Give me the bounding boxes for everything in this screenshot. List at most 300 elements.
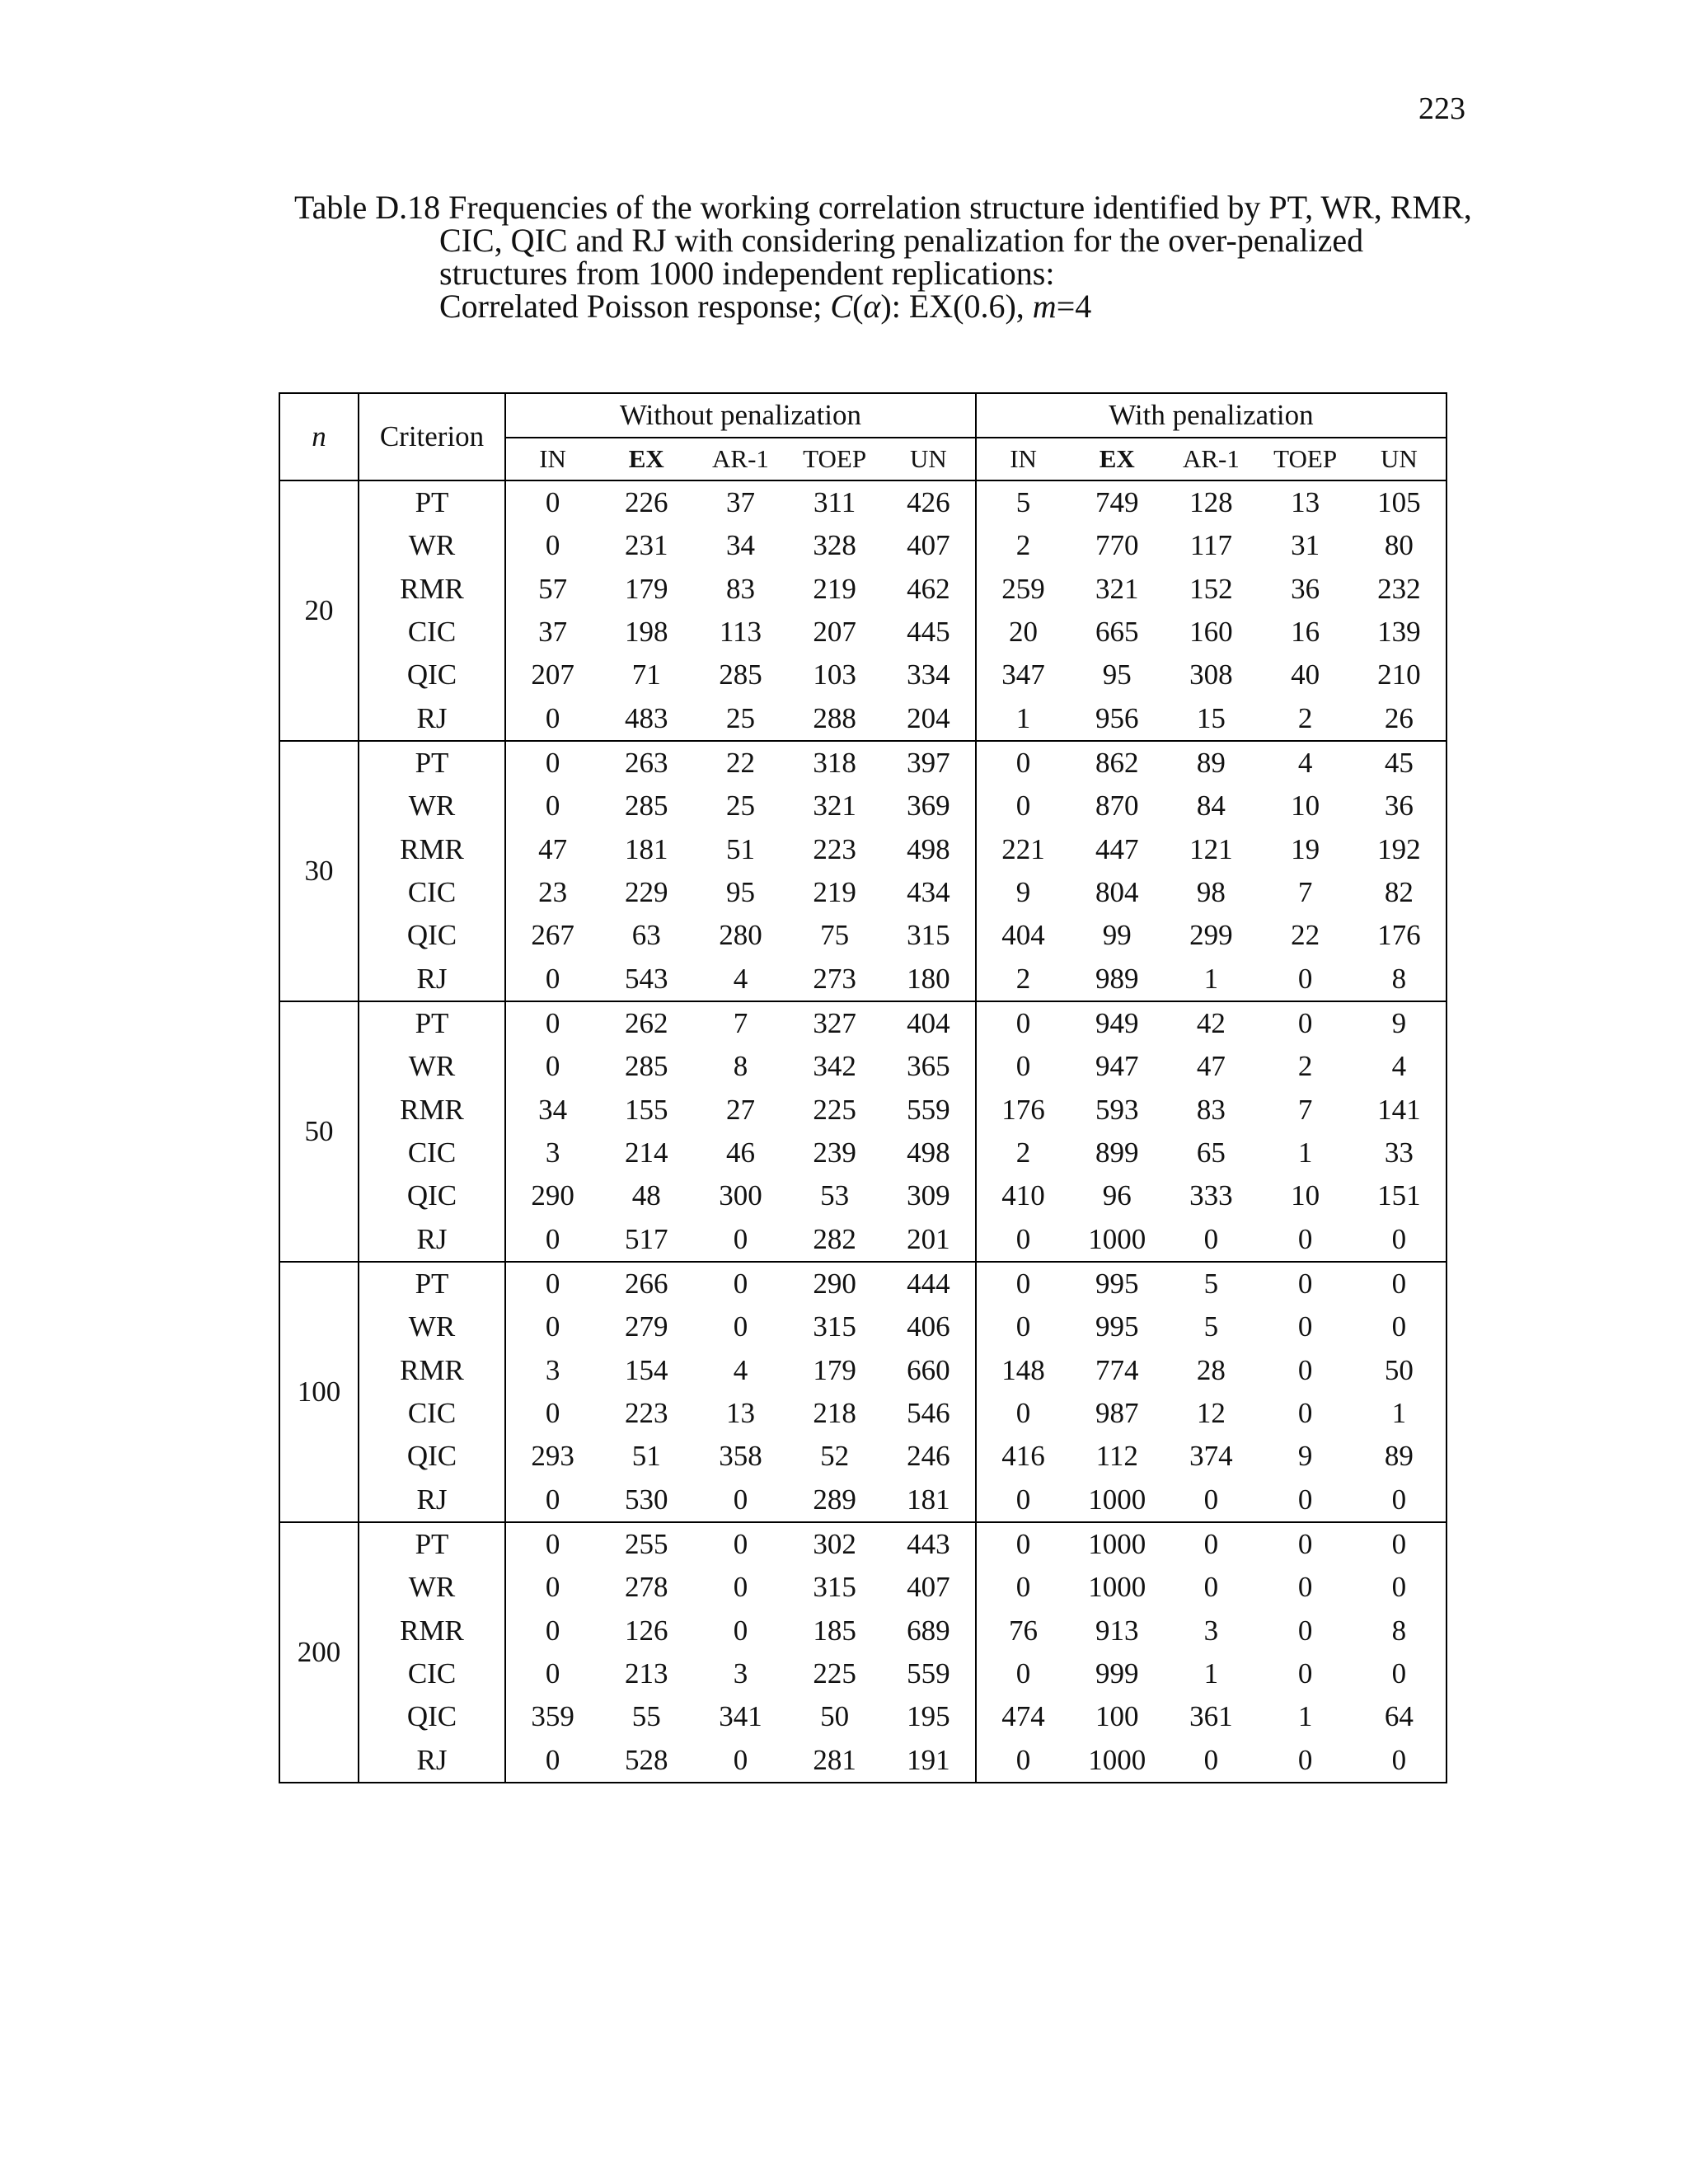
table-row (279, 1522, 1447, 1566)
value-cell-without-in: 290 (531, 1179, 574, 1212)
value-cell-with-un: 232 (1353, 568, 1447, 611)
value-cell-with-ar1: 84 (1196, 790, 1226, 823)
value-cell-with-un: 0 (1353, 1739, 1447, 1783)
value-cell-with-ex: 99 (1102, 919, 1132, 952)
value-cell-with-ar1: 0 (1164, 1739, 1258, 1783)
value-cell-without-toep: 315 (813, 1571, 856, 1604)
value-cell-without-in: 0 (505, 741, 599, 785)
value-cell-without-ex: 262 (599, 1001, 693, 1045)
table-row (279, 741, 1447, 785)
criterion-cell: QIC (359, 654, 505, 696)
value-cell-without-in: 34 (538, 1093, 568, 1126)
criterion-cell: PT (359, 480, 505, 524)
value-cell-with-in: 148 (1001, 1353, 1045, 1386)
value-cell-with-ar1: 47 (1196, 1050, 1226, 1083)
value-cell-with-un: 151 (1353, 1174, 1447, 1217)
value-cell-with-toep: 16 (1291, 616, 1320, 649)
value-cell-with-ar1: 152 (1189, 572, 1233, 605)
value-cell-with-toep: 0 (1259, 1479, 1353, 1522)
value-cell-without-ex: 48 (631, 1179, 661, 1212)
value-cell-without-un: 498 (882, 1132, 976, 1174)
value-cell-with-ex: 956 (1070, 697, 1164, 741)
value-cell-without-un: 445 (882, 611, 976, 654)
value-cell-with-toep: 2 (1259, 697, 1353, 741)
value-cell-with-toep: 9 (1297, 1440, 1313, 1473)
table-row (279, 1001, 1447, 1045)
value-cell-without-ex: 543 (599, 958, 693, 1001)
value-cell-without-in: 0 (505, 1001, 599, 1045)
value-cell-without-in: 0 (505, 958, 599, 1001)
value-cell-with-toep: 31 (1291, 529, 1320, 562)
value-cell-with-ex: 770 (1095, 529, 1139, 562)
value-cell-without-ar1: 0 (693, 1479, 787, 1522)
value-cell-with-in: 0 (976, 1479, 1070, 1522)
value-cell-without-toep: 50 (820, 1700, 850, 1733)
value-cell-without-un: 498 (882, 828, 976, 871)
value-cell-without-in: 293 (531, 1440, 574, 1473)
value-cell-without-toep: 225 (813, 1657, 856, 1690)
value-cell-without-toep: 342 (813, 1050, 856, 1083)
value-cell-without-ex: 63 (631, 919, 661, 952)
col-header-with-un: UN (1353, 438, 1447, 480)
value-cell-without-ar1: 51 (725, 832, 755, 865)
value-cell-with-in: 416 (1001, 1440, 1045, 1473)
table-row (279, 1479, 1447, 1522)
value-cell-without-toep: 223 (813, 832, 856, 865)
table-row (279, 1305, 1447, 1348)
criterion-cell: CIC (359, 1392, 505, 1435)
value-cell-without-ex: 530 (599, 1479, 693, 1522)
value-cell-without-ar1: 95 (725, 876, 755, 909)
value-cell-without-ar1: 3 (733, 1657, 748, 1690)
value-cell-without-ex: 198 (625, 616, 668, 649)
value-cell-without-ex: 181 (625, 832, 668, 865)
value-cell-with-in: 0 (976, 1218, 1070, 1262)
table-row (279, 958, 1447, 1001)
value-cell-without-toep: 219 (813, 572, 856, 605)
value-cell-with-ar1: 42 (1164, 1001, 1258, 1045)
value-cell-without-ar1: 22 (693, 741, 787, 785)
value-cell-without-ex: 51 (631, 1440, 661, 1473)
value-cell-with-un: 33 (1353, 1132, 1447, 1174)
value-cell-with-ar1: 5 (1203, 1310, 1219, 1343)
value-cell-without-ex: 231 (625, 529, 668, 562)
criterion-cell: RMR (359, 828, 505, 871)
criterion-cell: CIC (359, 1132, 505, 1174)
value-cell-with-un: 45 (1353, 741, 1447, 785)
caption-c-symbol: C (830, 288, 853, 325)
group-header-with: With penalization (976, 393, 1447, 438)
value-cell-with-un: 1 (1353, 1392, 1447, 1435)
value-cell-with-in: 0 (1015, 790, 1031, 823)
value-cell-with-un: 176 (1353, 914, 1447, 957)
table-row (279, 1695, 1447, 1738)
value-cell-with-ar1: 83 (1196, 1093, 1226, 1126)
table-row (279, 524, 1447, 567)
value-cell-without-un: 689 (882, 1610, 976, 1652)
table-row (279, 1566, 1447, 1609)
value-cell-without-ar1: 7 (693, 1001, 787, 1045)
criterion-cell: QIC (359, 1435, 505, 1478)
value-cell-without-ar1: 0 (733, 1571, 748, 1604)
value-cell-without-toep: 225 (813, 1093, 856, 1126)
criterion-cell: WR (359, 524, 505, 567)
value-cell-with-un: 0 (1353, 1262, 1447, 1305)
caption-open-paren: ( (852, 288, 864, 325)
value-cell-without-un: 365 (882, 1045, 976, 1088)
value-cell-with-in: 76 (1009, 1614, 1039, 1647)
value-cell-with-ex: 321 (1095, 572, 1139, 605)
value-cell-with-ar1: 0 (1164, 1522, 1258, 1566)
value-cell-with-toep: 1 (1297, 1700, 1313, 1733)
table-row (279, 1739, 1447, 1783)
value-cell-without-ar1: 0 (733, 1310, 748, 1343)
value-cell-with-ar1: 15 (1164, 697, 1258, 741)
value-cell-without-ex: 126 (625, 1614, 668, 1647)
value-cell-without-ex: 223 (625, 1397, 668, 1430)
frequency-table (279, 392, 1447, 1783)
caption-line-4-prefix: Correlated Poisson response; (439, 288, 831, 325)
table-row (279, 828, 1447, 871)
col-header-with-in: IN (1010, 444, 1037, 473)
value-cell-with-ar1: 308 (1189, 658, 1233, 691)
value-cell-without-ex: 255 (599, 1522, 693, 1566)
value-cell-with-in: 0 (1015, 1397, 1031, 1430)
col-header-without-in: IN (539, 444, 566, 473)
value-cell-with-toep: 0 (1297, 1353, 1313, 1386)
value-cell-without-in: 0 (505, 1218, 599, 1262)
value-cell-without-ar1: 37 (693, 480, 787, 524)
n-value: 200 (279, 1522, 359, 1783)
value-cell-with-ex: 112 (1095, 1440, 1138, 1473)
value-cell-without-toep: 311 (788, 480, 882, 524)
value-cell-without-ex: 179 (625, 572, 668, 605)
value-cell-with-ex: 1000 (1070, 1522, 1164, 1566)
value-cell-without-in: 0 (545, 1657, 560, 1690)
value-cell-with-in: 9 (1015, 876, 1031, 909)
value-cell-without-toep: 290 (788, 1262, 882, 1305)
value-cell-with-ex: 749 (1070, 480, 1164, 524)
value-cell-with-toep: 7 (1297, 876, 1313, 909)
caption-line-2: CIC, QIC and RJ with considering penalization for the over-penalized (439, 222, 1364, 259)
value-cell-with-toep: 0 (1297, 1571, 1313, 1604)
value-cell-with-ex: 96 (1102, 1179, 1132, 1212)
criterion-cell: RMR (359, 568, 505, 611)
criterion-cell: RMR (359, 1089, 505, 1132)
value-cell-without-ar1: 46 (725, 1137, 755, 1169)
value-cell-with-un: 80 (1353, 524, 1447, 567)
value-cell-without-ar1: 358 (719, 1440, 762, 1473)
value-cell-with-ar1: 89 (1164, 741, 1258, 785)
value-cell-with-un: 0 (1353, 1305, 1447, 1348)
value-cell-with-un: 82 (1353, 871, 1447, 914)
table-row (279, 1174, 1447, 1217)
table-row (279, 611, 1447, 654)
value-cell-with-ar1: 0 (1164, 1218, 1258, 1262)
value-cell-without-ar1: 0 (733, 1614, 748, 1647)
value-cell-with-ar1: 0 (1164, 1479, 1258, 1522)
value-cell-with-ex: 1000 (1070, 1739, 1164, 1783)
value-cell-without-ar1: 0 (693, 1218, 787, 1262)
criterion-cell: RJ (359, 958, 505, 1001)
value-cell-without-ar1: 8 (733, 1050, 748, 1083)
value-cell-without-ex: 278 (625, 1571, 668, 1604)
criterion-cell: CIC (359, 611, 505, 654)
value-cell-without-in: 0 (505, 1522, 599, 1566)
value-cell-without-ex: 213 (625, 1657, 668, 1690)
value-cell-without-in: 0 (505, 480, 599, 524)
caption-alpha-symbol: α (863, 288, 881, 325)
col-header-without-ar1: AR-1 (712, 444, 769, 473)
criterion-cell: RMR (359, 1610, 505, 1652)
n-value: 50 (279, 1001, 359, 1262)
value-cell-with-ex: 947 (1095, 1050, 1139, 1083)
value-cell-without-un: 407 (882, 524, 976, 567)
value-cell-with-un: 36 (1353, 785, 1447, 827)
value-cell-with-toep: 13 (1259, 480, 1353, 524)
value-cell-without-in: 0 (545, 1310, 560, 1343)
value-cell-with-ar1: 121 (1189, 832, 1233, 865)
value-cell-without-toep: 218 (813, 1397, 856, 1430)
value-cell-without-un: 444 (882, 1262, 976, 1305)
value-cell-without-ar1: 300 (719, 1179, 762, 1212)
value-cell-without-ex: 226 (599, 480, 693, 524)
value-cell-without-in: 57 (538, 572, 568, 605)
value-cell-with-ex: 899 (1095, 1137, 1139, 1169)
n-value: 100 (279, 1262, 359, 1522)
value-cell-with-in: 221 (1001, 832, 1045, 865)
table-row (279, 871, 1447, 914)
value-cell-with-toep: 0 (1297, 1397, 1313, 1430)
value-cell-with-in: 0 (1015, 1310, 1031, 1343)
value-cell-with-un: 64 (1353, 1695, 1447, 1738)
value-cell-with-ar1: 65 (1196, 1137, 1226, 1169)
table-row (279, 480, 1447, 524)
table-row (279, 1435, 1447, 1478)
value-cell-without-toep: 53 (820, 1179, 850, 1212)
value-cell-with-in: 5 (976, 480, 1070, 524)
value-cell-without-ar1: 25 (725, 790, 755, 823)
value-cell-without-ex: 483 (599, 697, 693, 741)
value-cell-without-ar1: 0 (693, 1522, 787, 1566)
table-row (279, 1262, 1447, 1305)
value-cell-without-ex: 214 (625, 1137, 668, 1169)
table-row (279, 1610, 1447, 1652)
col-header-without-un: UN (882, 438, 976, 480)
value-cell-without-un: 181 (882, 1479, 976, 1522)
value-cell-without-in: 0 (505, 1262, 599, 1305)
value-cell-without-toep: 185 (813, 1614, 856, 1647)
value-cell-without-in: 47 (538, 832, 568, 865)
value-cell-with-un: 0 (1353, 1218, 1447, 1262)
value-cell-without-un: 309 (882, 1174, 976, 1217)
page-number: 223 (1418, 91, 1465, 126)
value-cell-without-ar1: 34 (725, 529, 755, 562)
value-cell-without-toep: 302 (788, 1522, 882, 1566)
value-cell-with-toep: 0 (1259, 1739, 1353, 1783)
criterion-cell: CIC (359, 1652, 505, 1695)
value-cell-without-un: 246 (882, 1435, 976, 1478)
value-cell-without-in: 0 (545, 1397, 560, 1430)
value-cell-with-toep: 2 (1297, 1050, 1313, 1083)
value-cell-with-ex: 999 (1095, 1657, 1139, 1690)
value-cell-with-toep: 40 (1291, 658, 1320, 691)
value-cell-without-toep: 281 (788, 1739, 882, 1783)
value-cell-with-ex: 870 (1095, 790, 1139, 823)
table-row (279, 1045, 1447, 1088)
value-cell-without-un: 426 (882, 480, 976, 524)
value-cell-without-toep: 207 (813, 616, 856, 649)
value-cell-without-toep: 239 (813, 1137, 856, 1169)
value-cell-with-in: 259 (1001, 572, 1045, 605)
criterion-cell: WR (359, 785, 505, 827)
value-cell-with-in: 2 (1015, 529, 1031, 562)
value-cell-with-un: 0 (1353, 1479, 1447, 1522)
value-cell-with-ex: 995 (1070, 1262, 1164, 1305)
value-cell-without-in: 0 (545, 529, 560, 562)
value-cell-with-in: 176 (1001, 1093, 1045, 1126)
col-header-without-toep: TOEP (803, 444, 867, 473)
value-cell-without-ar1: 280 (719, 919, 762, 952)
value-cell-with-in: 0 (976, 1522, 1070, 1566)
value-cell-without-ar1: 25 (693, 697, 787, 741)
value-cell-without-toep: 321 (813, 790, 856, 823)
value-cell-without-toep: 273 (788, 958, 882, 1001)
value-cell-with-in: 0 (976, 1001, 1070, 1045)
value-cell-without-in: 0 (545, 1050, 560, 1083)
value-cell-without-ex: 266 (599, 1262, 693, 1305)
value-cell-with-ex: 100 (1095, 1700, 1139, 1733)
table-row (279, 568, 1447, 611)
value-cell-without-un: 407 (882, 1566, 976, 1609)
table-row (279, 1349, 1447, 1392)
value-cell-without-un: 315 (882, 914, 976, 957)
n-header: n (279, 393, 359, 480)
value-cell-with-ex: 1000 (1070, 1479, 1164, 1522)
criterion-cell: QIC (359, 1695, 505, 1738)
value-cell-with-ar1: 3 (1203, 1614, 1219, 1647)
value-cell-without-in: 0 (545, 1571, 560, 1604)
value-cell-without-ar1: 4 (693, 958, 787, 1001)
value-cell-with-in: 2 (1015, 1137, 1031, 1169)
value-cell-without-toep: 179 (813, 1353, 856, 1386)
value-cell-with-un: 8 (1353, 1610, 1447, 1652)
col-header-without-ex: EX (628, 444, 664, 473)
value-cell-without-toep: 318 (788, 741, 882, 785)
value-cell-without-ex: 285 (625, 790, 668, 823)
table-row (279, 1652, 1447, 1695)
criterion-cell: PT (359, 1522, 505, 1566)
criterion-cell: RJ (359, 1218, 505, 1262)
value-cell-with-toep: 0 (1297, 1657, 1313, 1690)
value-cell-with-ar1: 0 (1203, 1571, 1219, 1604)
value-cell-with-in: 0 (976, 1262, 1070, 1305)
value-cell-without-un: 559 (882, 1089, 976, 1132)
value-cell-with-in: 404 (1001, 919, 1045, 952)
value-cell-without-toep: 282 (788, 1218, 882, 1262)
table-row (279, 785, 1447, 827)
value-cell-without-toep: 103 (813, 658, 856, 691)
value-cell-without-ex: 229 (625, 876, 668, 909)
value-cell-with-toep: 0 (1259, 1218, 1353, 1262)
value-cell-without-in: 3 (545, 1353, 560, 1386)
value-cell-with-toep: 22 (1291, 919, 1320, 952)
value-cell-without-toep: 289 (788, 1479, 882, 1522)
value-cell-with-in: 2 (976, 958, 1070, 1001)
value-cell-without-un: 559 (882, 1652, 976, 1695)
table-row (279, 697, 1447, 741)
value-cell-without-un: 660 (882, 1349, 976, 1392)
value-cell-without-toep: 327 (788, 1001, 882, 1045)
value-cell-with-ar1: 1 (1203, 1657, 1219, 1690)
value-cell-without-ar1: 285 (719, 658, 762, 691)
value-cell-with-ar1: 117 (1189, 529, 1233, 562)
value-cell-without-ex: 517 (599, 1218, 693, 1262)
value-cell-with-toep: 0 (1259, 958, 1353, 1001)
value-cell-with-un: 192 (1353, 828, 1447, 871)
value-cell-with-toep: 10 (1291, 1179, 1320, 1212)
value-cell-without-toep: 219 (813, 876, 856, 909)
caption-line-3: structures from 1000 independent replications: (439, 255, 1055, 292)
value-cell-without-un: 334 (882, 654, 976, 696)
value-cell-without-in: 0 (505, 1479, 599, 1522)
value-cell-with-ex: 95 (1102, 658, 1132, 691)
value-cell-with-un: 8 (1353, 958, 1447, 1001)
value-cell-with-in: 410 (1001, 1179, 1045, 1212)
value-cell-without-in: 0 (505, 697, 599, 741)
col-header-with-ex: EX (1099, 444, 1135, 473)
value-cell-with-ar1: 12 (1196, 1397, 1226, 1430)
value-cell-without-toep: 288 (788, 697, 882, 741)
value-cell-without-ex: 285 (625, 1050, 668, 1083)
col-header-with-ar1: AR-1 (1182, 444, 1240, 473)
value-cell-without-un: 191 (882, 1739, 976, 1783)
value-cell-without-ex: 155 (625, 1093, 668, 1126)
value-cell-without-un: 443 (882, 1522, 976, 1566)
value-cell-with-ar1: 374 (1189, 1440, 1233, 1473)
criterion-cell: PT (359, 1262, 505, 1305)
n-value: 20 (279, 480, 359, 741)
value-cell-with-ar1: 1 (1164, 958, 1258, 1001)
value-cell-with-un: 26 (1353, 697, 1447, 741)
value-cell-with-ar1: 361 (1189, 1700, 1233, 1733)
value-cell-with-toep: 10 (1291, 790, 1320, 823)
value-cell-without-in: 3 (545, 1137, 560, 1169)
value-cell-without-ar1: 113 (719, 616, 762, 649)
value-cell-with-un: 0 (1353, 1652, 1447, 1695)
table-row (279, 1392, 1447, 1435)
caption-line-4-mid: ): EX(0.6), (880, 288, 1033, 325)
value-cell-without-in: 207 (531, 658, 574, 691)
criterion-cell: CIC (359, 871, 505, 914)
value-cell-with-ar1: 128 (1164, 480, 1258, 524)
value-cell-with-ex: 862 (1070, 741, 1164, 785)
criterion-cell: RJ (359, 1739, 505, 1783)
value-cell-with-ar1: 98 (1196, 876, 1226, 909)
value-cell-with-toep: 7 (1297, 1093, 1313, 1126)
value-cell-without-un: 397 (882, 741, 976, 785)
value-cell-with-ex: 989 (1070, 958, 1164, 1001)
value-cell-with-toep: 36 (1291, 572, 1320, 605)
value-cell-without-un: 434 (882, 871, 976, 914)
value-cell-with-toep: 0 (1259, 1262, 1353, 1305)
value-cell-with-ex: 804 (1095, 876, 1139, 909)
criterion-cell: WR (359, 1566, 505, 1609)
value-cell-with-in: 1 (976, 697, 1070, 741)
value-cell-with-un: 0 (1353, 1566, 1447, 1609)
value-cell-without-ar1: 13 (725, 1397, 755, 1430)
criterion-cell: WR (359, 1305, 505, 1348)
